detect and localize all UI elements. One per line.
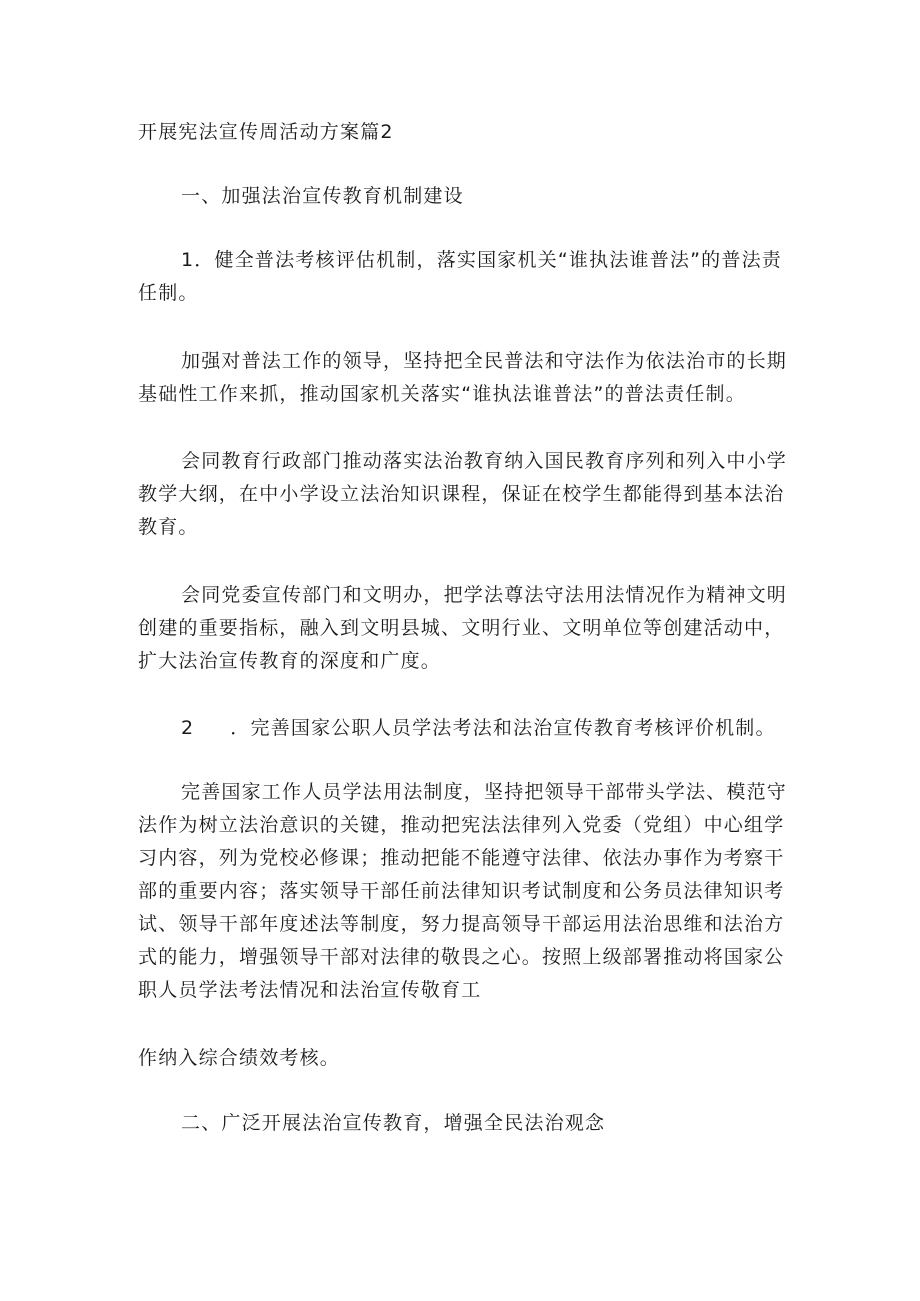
paragraph-4-line-3: 习内容，列为党校必修课；推动把能不能遵守法律、依法办事作为考察干 xyxy=(138,847,785,869)
paragraph-3-line-1: 会同党委宣传部门和文明办，把学法尊法守法用法情况作为精神文明 xyxy=(181,584,788,606)
paragraph-4 xyxy=(138,776,787,1007)
list-item-1 xyxy=(138,244,782,310)
section-heading-1: 一、加强法治宣传教育机制建设 xyxy=(181,185,464,207)
paragraph-4-line-1: 完善国家工作人员学法用法制度，坚持把领导干部带头学法、模范守 xyxy=(181,781,788,803)
paragraph-1 xyxy=(138,345,787,411)
list-item-2 xyxy=(181,713,776,743)
paragraph-4-line-4: 部的重要内容；落实领导干部任前法律知识考试制度和公务员法律知识考 xyxy=(138,880,785,902)
paragraph-4-line-7: 职人员学法考法情况和法治宣传敬育工 xyxy=(138,979,482,1001)
list-item-1-line-2: 任制。 xyxy=(138,282,199,304)
paragraph-4-line-5: 试、领导干部年度述法等制度，努力提高领导干部运用法治思维和法治方 xyxy=(138,913,785,935)
list-item-2-text: ．完善国家公职人员学法考法和法治宣传教育考核评价机制。 xyxy=(230,717,776,739)
list-item-1-line-1: 1．健全普法考核评估机制，落实国家机关“谁执法谁普法”的普法责 xyxy=(181,249,782,271)
list-item-2-number: 2 xyxy=(181,717,195,739)
paragraph-1-line-1: 加强对普法工作的领导，坚持把全民普法和守法作为依法治市的长期 xyxy=(181,350,788,372)
section-heading-2: 二、广泛开展法治宣传教育，增强全民法治观念 xyxy=(181,1112,606,1134)
paragraph-4-tail: 作纳入综合绩效考核。 xyxy=(138,1047,341,1069)
paragraph-3-line-2: 创建的重要指标，融入到文明县城、文明行业、文明单位等创建活动中， xyxy=(138,617,785,639)
paragraph-4-line-6: 式的能力，增强领导干部对法律的敬畏之心。按照上级部署推动将国家公 xyxy=(138,946,785,968)
paragraph-2-line-1: 会同教育行政部门推动落实法治教育纳入国民教育序列和列入中小学 xyxy=(181,450,788,472)
paragraph-3 xyxy=(138,579,787,678)
document-title: 开展宪法宣传周活动方案篇2 xyxy=(138,121,394,143)
paragraph-3-line-3: 扩大法治宣传教育的深度和广度。 xyxy=(138,650,442,672)
paragraph-4-line-2: 法作为树立法治意识的关键，推动把宪法法律列入党委（党组）中心组学 xyxy=(138,814,785,836)
paragraph-2-line-2: 教学大纲，在中小学设立法治知识课程，保证在校学生都能得到基本法治 xyxy=(138,483,785,505)
paragraph-2 xyxy=(138,445,787,544)
paragraph-2-line-3: 教育。 xyxy=(138,516,199,538)
paragraph-1-line-2: 基础性工作来抓，推动国家机关落实“谁执法谁普法”的普法责任制。 xyxy=(138,383,746,405)
